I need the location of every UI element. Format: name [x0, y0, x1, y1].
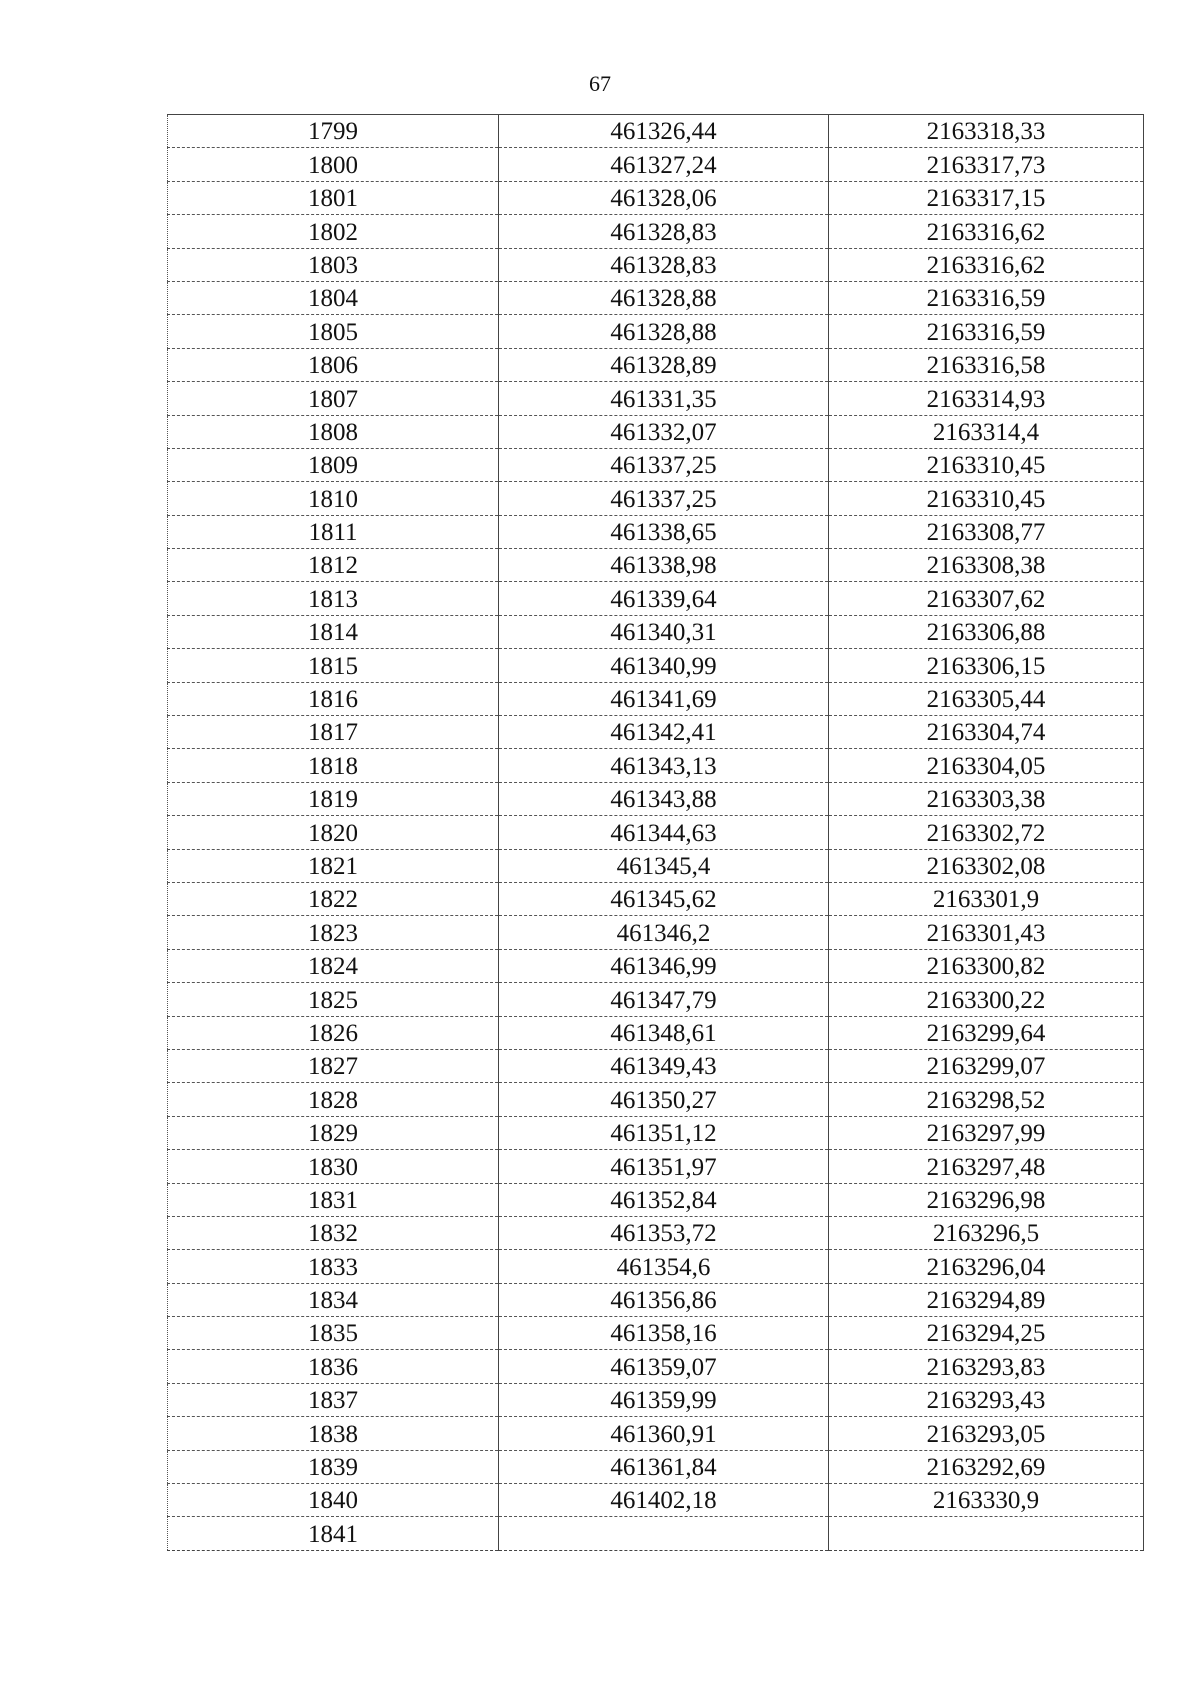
x-coordinate-cell: 461345,4 — [499, 849, 829, 882]
point-number-cell: 1823 — [168, 916, 499, 949]
table-row — [168, 649, 1144, 682]
point-number-cell: 1827 — [168, 1049, 499, 1082]
point-number-cell: 1833 — [168, 1250, 499, 1283]
point-number-cell: 1832 — [168, 1216, 499, 1249]
x-coordinate-cell: 461346,2 — [499, 916, 829, 949]
x-coordinate-cell: 461337,25 — [499, 482, 829, 515]
y-coordinate-cell: 2163293,83 — [829, 1350, 1144, 1383]
x-coordinate-cell: 461348,61 — [499, 1016, 829, 1049]
point-number-cell: 1803 — [168, 248, 499, 281]
x-coordinate-cell: 461358,16 — [499, 1317, 829, 1350]
y-coordinate-cell — [829, 1517, 1144, 1550]
point-number-cell: 1839 — [168, 1450, 499, 1483]
table-row — [168, 1417, 1144, 1450]
x-coordinate-cell: 461354,6 — [499, 1250, 829, 1283]
x-coordinate-cell: 461359,07 — [499, 1350, 829, 1383]
point-number-cell: 1800 — [168, 148, 499, 181]
y-coordinate-cell: 2163299,64 — [829, 1016, 1144, 1049]
x-coordinate-cell: 461347,79 — [499, 983, 829, 1016]
table-row — [168, 916, 1144, 949]
y-coordinate-cell: 2163310,45 — [829, 448, 1144, 481]
y-coordinate-cell: 2163301,43 — [829, 916, 1144, 949]
table-row — [168, 482, 1144, 515]
point-number-cell: 1812 — [168, 549, 499, 582]
table-row — [168, 215, 1144, 248]
point-number-cell: 1824 — [168, 949, 499, 982]
table-row — [168, 281, 1144, 314]
y-coordinate-cell: 2163302,08 — [829, 849, 1144, 882]
x-coordinate-cell: 461328,88 — [499, 315, 829, 348]
table-row — [168, 1517, 1144, 1550]
y-coordinate-cell: 2163301,9 — [829, 882, 1144, 915]
y-coordinate-cell: 2163297,48 — [829, 1150, 1144, 1183]
y-coordinate-cell: 2163308,77 — [829, 515, 1144, 548]
table-row — [168, 115, 1144, 148]
point-number-cell: 1807 — [168, 382, 499, 415]
point-number-cell: 1836 — [168, 1350, 499, 1383]
point-number-cell: 1841 — [168, 1517, 499, 1550]
point-number-cell: 1840 — [168, 1484, 499, 1517]
x-coordinate-cell: 461339,64 — [499, 582, 829, 615]
y-coordinate-cell: 2163297,99 — [829, 1116, 1144, 1149]
table-row — [168, 315, 1144, 348]
y-coordinate-cell: 2163318,33 — [829, 115, 1144, 148]
x-coordinate-cell: 461353,72 — [499, 1216, 829, 1249]
point-number-cell: 1802 — [168, 215, 499, 248]
table-row — [168, 1383, 1144, 1416]
x-coordinate-cell: 461349,43 — [499, 1049, 829, 1082]
y-coordinate-cell: 2163316,59 — [829, 281, 1144, 314]
point-number-cell: 1835 — [168, 1317, 499, 1350]
x-coordinate-cell: 461327,24 — [499, 148, 829, 181]
point-number-cell: 1814 — [168, 615, 499, 648]
point-number-cell: 1813 — [168, 582, 499, 615]
x-coordinate-cell: 461356,86 — [499, 1283, 829, 1316]
table-row — [168, 1049, 1144, 1082]
point-number-cell: 1809 — [168, 448, 499, 481]
table-row — [168, 1016, 1144, 1049]
y-coordinate-cell: 2163316,62 — [829, 215, 1144, 248]
y-coordinate-cell: 2163300,22 — [829, 983, 1144, 1016]
y-coordinate-cell: 2163314,4 — [829, 415, 1144, 448]
point-number-cell: 1828 — [168, 1083, 499, 1116]
table-row — [168, 782, 1144, 815]
table-row — [168, 1183, 1144, 1216]
x-coordinate-cell: 461402,18 — [499, 1484, 829, 1517]
x-coordinate-cell — [499, 1517, 829, 1550]
y-coordinate-cell: 2163306,88 — [829, 615, 1144, 648]
table-row — [168, 582, 1144, 615]
x-coordinate-cell: 461361,84 — [499, 1450, 829, 1483]
table-row — [168, 1150, 1144, 1183]
table-row — [168, 682, 1144, 715]
point-number-cell: 1808 — [168, 415, 499, 448]
table-row — [168, 1317, 1144, 1350]
x-coordinate-cell: 461346,99 — [499, 949, 829, 982]
point-number-cell: 1831 — [168, 1183, 499, 1216]
table-row — [168, 1450, 1144, 1483]
page-number: 67 — [589, 71, 611, 96]
x-coordinate-cell: 461340,99 — [499, 649, 829, 682]
x-coordinate-cell: 461332,07 — [499, 415, 829, 448]
point-number-cell: 1801 — [168, 181, 499, 214]
table-row — [168, 515, 1144, 548]
point-number-cell: 1811 — [168, 515, 499, 548]
table-row — [168, 415, 1144, 448]
y-coordinate-cell: 2163307,62 — [829, 582, 1144, 615]
y-coordinate-cell: 2163292,69 — [829, 1450, 1144, 1483]
table-row — [168, 716, 1144, 749]
x-coordinate-cell: 461337,25 — [499, 448, 829, 481]
table-row — [168, 749, 1144, 782]
x-coordinate-cell: 461343,88 — [499, 782, 829, 815]
y-coordinate-cell: 2163314,93 — [829, 382, 1144, 415]
y-coordinate-cell: 2163317,73 — [829, 148, 1144, 181]
x-coordinate-cell: 461359,99 — [499, 1383, 829, 1416]
y-coordinate-cell: 2163304,74 — [829, 716, 1144, 749]
y-coordinate-cell: 2163302,72 — [829, 816, 1144, 849]
point-number-cell: 1810 — [168, 482, 499, 515]
y-coordinate-cell: 2163296,98 — [829, 1183, 1144, 1216]
point-number-cell: 1830 — [168, 1150, 499, 1183]
table-row — [168, 1216, 1144, 1249]
x-coordinate-cell: 461341,69 — [499, 682, 829, 715]
table-row — [168, 549, 1144, 582]
y-coordinate-cell: 2163298,52 — [829, 1083, 1144, 1116]
point-number-cell: 1816 — [168, 682, 499, 715]
x-coordinate-cell: 461351,97 — [499, 1150, 829, 1183]
point-number-cell: 1819 — [168, 782, 499, 815]
x-coordinate-cell: 461345,62 — [499, 882, 829, 915]
table-row — [168, 1283, 1144, 1316]
x-coordinate-cell: 461360,91 — [499, 1417, 829, 1450]
table-row — [168, 1083, 1144, 1116]
point-number-cell: 1834 — [168, 1283, 499, 1316]
point-number-cell: 1820 — [168, 816, 499, 849]
y-coordinate-cell: 2163305,44 — [829, 682, 1144, 715]
y-coordinate-cell: 2163293,05 — [829, 1417, 1144, 1450]
point-number-cell: 1799 — [168, 115, 499, 148]
y-coordinate-cell: 2163308,38 — [829, 549, 1144, 582]
point-number-cell: 1838 — [168, 1417, 499, 1450]
table-row — [168, 1484, 1144, 1517]
x-coordinate-cell: 461342,41 — [499, 716, 829, 749]
x-coordinate-cell: 461340,31 — [499, 615, 829, 648]
table-row — [168, 348, 1144, 381]
y-coordinate-cell: 2163300,82 — [829, 949, 1144, 982]
table-row — [168, 949, 1144, 982]
y-coordinate-cell: 2163293,43 — [829, 1383, 1144, 1416]
table-row — [168, 849, 1144, 882]
point-number-cell: 1806 — [168, 348, 499, 381]
y-coordinate-cell: 2163294,89 — [829, 1283, 1144, 1316]
y-coordinate-cell: 2163330,9 — [829, 1484, 1144, 1517]
x-coordinate-cell: 461351,12 — [499, 1116, 829, 1149]
point-number-cell: 1837 — [168, 1383, 499, 1416]
x-coordinate-cell: 461328,06 — [499, 181, 829, 214]
x-coordinate-cell: 461328,88 — [499, 281, 829, 314]
table-row — [168, 248, 1144, 281]
y-coordinate-cell: 2163316,58 — [829, 348, 1144, 381]
table-row — [168, 983, 1144, 1016]
x-coordinate-cell: 461352,84 — [499, 1183, 829, 1216]
y-coordinate-cell: 2163303,38 — [829, 782, 1144, 815]
table-row — [168, 882, 1144, 915]
x-coordinate-cell: 461350,27 — [499, 1083, 829, 1116]
point-number-cell: 1826 — [168, 1016, 499, 1049]
x-coordinate-cell: 461331,35 — [499, 382, 829, 415]
y-coordinate-cell: 2163316,62 — [829, 248, 1144, 281]
y-coordinate-cell: 2163299,07 — [829, 1049, 1144, 1082]
point-number-cell: 1829 — [168, 1116, 499, 1149]
table-row — [168, 382, 1144, 415]
y-coordinate-cell: 2163317,15 — [829, 181, 1144, 214]
x-coordinate-cell: 461328,89 — [499, 348, 829, 381]
y-coordinate-cell: 2163296,5 — [829, 1216, 1144, 1249]
table-row — [168, 148, 1144, 181]
table-row — [168, 1116, 1144, 1149]
point-number-cell: 1825 — [168, 983, 499, 1016]
point-number-cell: 1821 — [168, 849, 499, 882]
y-coordinate-cell: 2163304,05 — [829, 749, 1144, 782]
table-row — [168, 181, 1144, 214]
x-coordinate-cell: 461338,65 — [499, 515, 829, 548]
point-number-cell: 1804 — [168, 281, 499, 314]
x-coordinate-cell: 461328,83 — [499, 215, 829, 248]
x-coordinate-cell: 461343,13 — [499, 749, 829, 782]
point-number-cell: 1817 — [168, 716, 499, 749]
y-coordinate-cell: 2163306,15 — [829, 649, 1144, 682]
point-number-cell: 1815 — [168, 649, 499, 682]
y-coordinate-cell: 2163316,59 — [829, 315, 1144, 348]
table-row — [168, 1250, 1144, 1283]
y-coordinate-cell: 2163310,45 — [829, 482, 1144, 515]
x-coordinate-cell: 461338,98 — [499, 549, 829, 582]
coordinates-table-body — [168, 115, 1144, 1551]
y-coordinate-cell: 2163294,25 — [829, 1317, 1144, 1350]
x-coordinate-cell: 461326,44 — [499, 115, 829, 148]
coordinates-table — [167, 114, 1144, 1551]
table-row — [168, 1350, 1144, 1383]
x-coordinate-cell: 461344,63 — [499, 816, 829, 849]
table-row — [168, 448, 1144, 481]
table-row — [168, 816, 1144, 849]
point-number-cell: 1805 — [168, 315, 499, 348]
table-row — [168, 615, 1144, 648]
x-coordinate-cell: 461328,83 — [499, 248, 829, 281]
point-number-cell: 1822 — [168, 882, 499, 915]
y-coordinate-cell: 2163296,04 — [829, 1250, 1144, 1283]
point-number-cell: 1818 — [168, 749, 499, 782]
